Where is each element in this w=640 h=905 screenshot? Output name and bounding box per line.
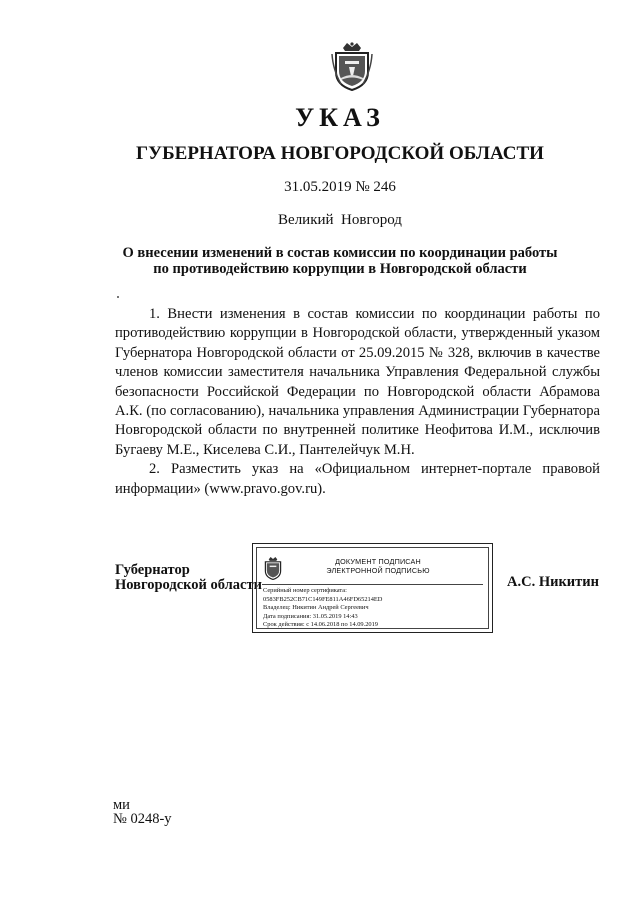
certificate-owner: Владелец: Никитин Андрей Сергеевич (263, 604, 369, 612)
signatory-role-line-2: Новгородской области (115, 577, 262, 593)
certificate-serial-value: 0583FB252CB71C149FE811A46FD65214ED (263, 595, 383, 603)
stamp-heading-line-2: ЭЛЕКТРОННОЙ ПОДПИСЬЮ (326, 566, 430, 575)
paragraph-2: 2. Разместить указ на «Официальном интернет-портале правовой информации» (www.pravo.gov.ru). (115, 461, 600, 497)
decree-subject-line-2: по противодействию коррупции в Новгородской области (153, 261, 527, 277)
novgorod-coat-of-arms-icon (263, 555, 283, 581)
signatory-role (115, 563, 262, 593)
executor-initials: ми (113, 797, 130, 813)
issuer-title: ГУБЕРНАТОРА НОВГОРОДСКОЙ ОБЛАСТИ (136, 143, 544, 164)
stamp-inner-frame (256, 547, 489, 629)
signatory-name: А.С. Никитин (507, 574, 599, 590)
date-and-number: 31.05.2019 № 246 (284, 179, 396, 195)
decree-subject-line-1: О внесении изменений в состав комиссии по координации работы (122, 245, 558, 261)
document-type-title: УКАЗ (295, 103, 385, 132)
stamp-divider (262, 584, 483, 585)
stamp-heading-line-1: ДОКУМЕНТ ПОДПИСАН (335, 557, 421, 566)
signing-date: Дата подписания: 31.05.2019 14:43 (263, 612, 358, 620)
city: Великий Новгород (278, 212, 402, 228)
certificate-serial-label: Серийный номер сертификата: (263, 587, 347, 594)
certificate-details (263, 587, 488, 630)
paragraph-1: 1. Внести изменения в состав комиссии по координации работы по противодействию коррупции в Новгородской области, утвержденный указом Губернатора Новгородской области от 25.09.2015 № 328, включив в качестве членов комиссии заместителя начальника Управления Федеральной службы безопасности Российской Федерации по Новгородской области Абрамова А.К. (по согласованию), начальника управления Администрации Губернатора Новгородской области по внутренней политике Неофитова И.М., исключив Бугаеву М.Е., Киселева С.И., Пантелейчук М.Н. (115, 306, 600, 458)
document-footer (113, 798, 172, 826)
scan-speck (117, 296, 119, 298)
electronic-signature-stamp (252, 543, 493, 633)
certificate-validity: Срок действия: с 14.06.2018 по 14.09.2019 (263, 621, 379, 629)
decree-body (115, 305, 600, 499)
signatory-role-line-1: Губернатор (115, 562, 190, 578)
novgorod-coat-of-arms-icon (331, 40, 373, 92)
decree-subject (40, 245, 640, 277)
registration-number: № 0248-у (113, 811, 172, 827)
stamp-heading (289, 557, 467, 575)
